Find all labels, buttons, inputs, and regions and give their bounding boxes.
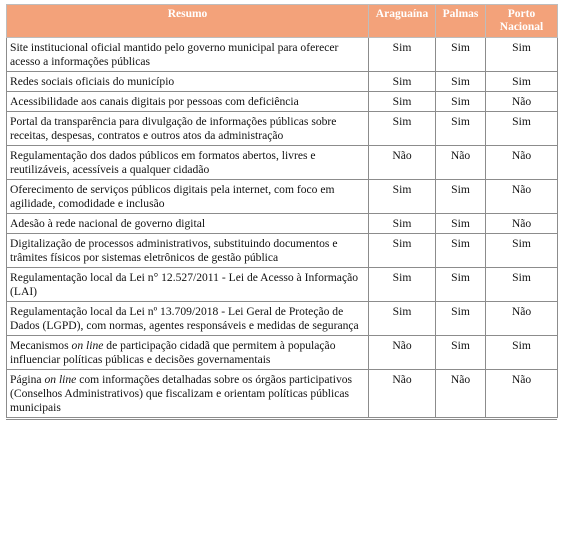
table-row [7,234,558,268]
table-row [7,72,558,92]
value-palmas: Sim [436,72,486,92]
value-palmas: Sim [436,268,486,302]
value-araguaina: Sim [369,38,436,72]
description-italic-text: on line [71,339,104,352]
description-italic-text: on line [44,373,77,386]
table-row [7,92,558,112]
value-araguaina: Não [369,370,436,418]
description-text: Regulamentação local da Lei nº 13.709/2018 - Lei Geral de Proteção de Dados (LGPD), com normas, agentes responsáveis e medidas de segurança [10,305,359,332]
value-palmas: Sim [436,180,486,214]
value-palmas: Sim [436,38,486,72]
value-araguaina: Sim [369,234,436,268]
row-description [7,268,369,302]
table-body [7,38,558,418]
description-text: Digitalização de processos administrativos, substituindo documentos e trâmites físicos por sistemas eletrônicos de gestão pública [10,237,338,264]
value-palmas: Sim [436,92,486,112]
row-description [7,112,369,146]
description-text: Portal da transparência para divulgação de informações públicas sobre receitas, despesas, contratos e outros atos da administração [10,115,337,142]
description-text: Regulamentação local da Lei n° 12.527/2011 - Lei de Acesso à Informação (LAI) [10,271,359,298]
description-text: Site institucional oficial mantido pelo governo municipal para oferecer acesso a informações públicas [10,41,339,68]
value-palmas: Sim [436,112,486,146]
bottom-rule [6,419,557,420]
value-porto-nacional: Sim [486,234,558,268]
row-description [7,92,369,112]
row-description [7,38,369,72]
value-palmas: Sim [436,336,486,370]
table-row [7,336,558,370]
value-porto-nacional: Não [486,180,558,214]
value-porto-nacional: Sim [486,268,558,302]
row-description [7,302,369,336]
value-porto-nacional: Não [486,214,558,234]
table-row [7,180,558,214]
header-araguaina: Araguaína [369,5,436,38]
value-palmas: Sim [436,234,486,268]
description-text: Oferecimento de serviços públicos digitais pela internet, com foco em agilidade, comodidade e inclusão [10,183,335,210]
value-porto-nacional: Sim [486,72,558,92]
value-palmas: Sim [436,214,486,234]
table-row [7,38,558,72]
table-row [7,214,558,234]
description-text: Página [10,373,45,386]
row-description [7,180,369,214]
description-text: Redes sociais oficiais do município [10,75,175,88]
value-porto-nacional: Não [486,302,558,336]
value-araguaina: Sim [369,180,436,214]
table-row [7,146,558,180]
value-porto-nacional: Sim [486,112,558,146]
value-araguaina: Não [369,146,436,180]
description-text: Regulamentação dos dados públicos em formatos abertos, livres e reutilizáveis, acessíveis a qualquer cidadão [10,149,316,176]
row-description [7,336,369,370]
table-row [7,302,558,336]
value-araguaina: Sim [369,214,436,234]
row-description [7,370,369,418]
value-porto-nacional: Não [486,92,558,112]
value-porto-nacional: Sim [486,38,558,72]
value-palmas: Não [436,370,486,418]
header-porto-nacional: Porto Nacional [486,5,558,38]
row-description [7,72,369,92]
table-row [7,268,558,302]
header-palmas: Palmas [436,5,486,38]
row-description [7,146,369,180]
row-description [7,234,369,268]
description-text: Mecanismos [10,339,72,352]
value-araguaina: Não [369,336,436,370]
description-text: Adesão à rede nacional de governo digital [10,217,206,230]
value-araguaina: Sim [369,72,436,92]
summary-table [6,4,558,418]
value-araguaina: Sim [369,112,436,146]
table-header-row [7,5,558,38]
value-palmas: Não [436,146,486,180]
value-porto-nacional: Não [486,146,558,180]
header-resumo: Resumo [7,5,369,38]
value-araguaina: Sim [369,268,436,302]
description-text: de participação cidadã que permitem à população influenciar políticas públicas e decisões governamentais [10,339,336,366]
value-porto-nacional: Não [486,370,558,418]
value-palmas: Sim [436,302,486,336]
table-row [7,112,558,146]
description-text: Acessibilidade aos canais digitais por pessoas com deficiência [10,95,299,108]
value-porto-nacional: Sim [486,336,558,370]
value-araguaina: Sim [369,92,436,112]
value-araguaina: Sim [369,302,436,336]
table-row [7,370,558,418]
description-text: com informações detalhadas sobre os órgãos participativos (Conselhos Administrativos) que fiscalizam e orientam políticas públicas municipais [10,373,353,414]
row-description [7,214,369,234]
